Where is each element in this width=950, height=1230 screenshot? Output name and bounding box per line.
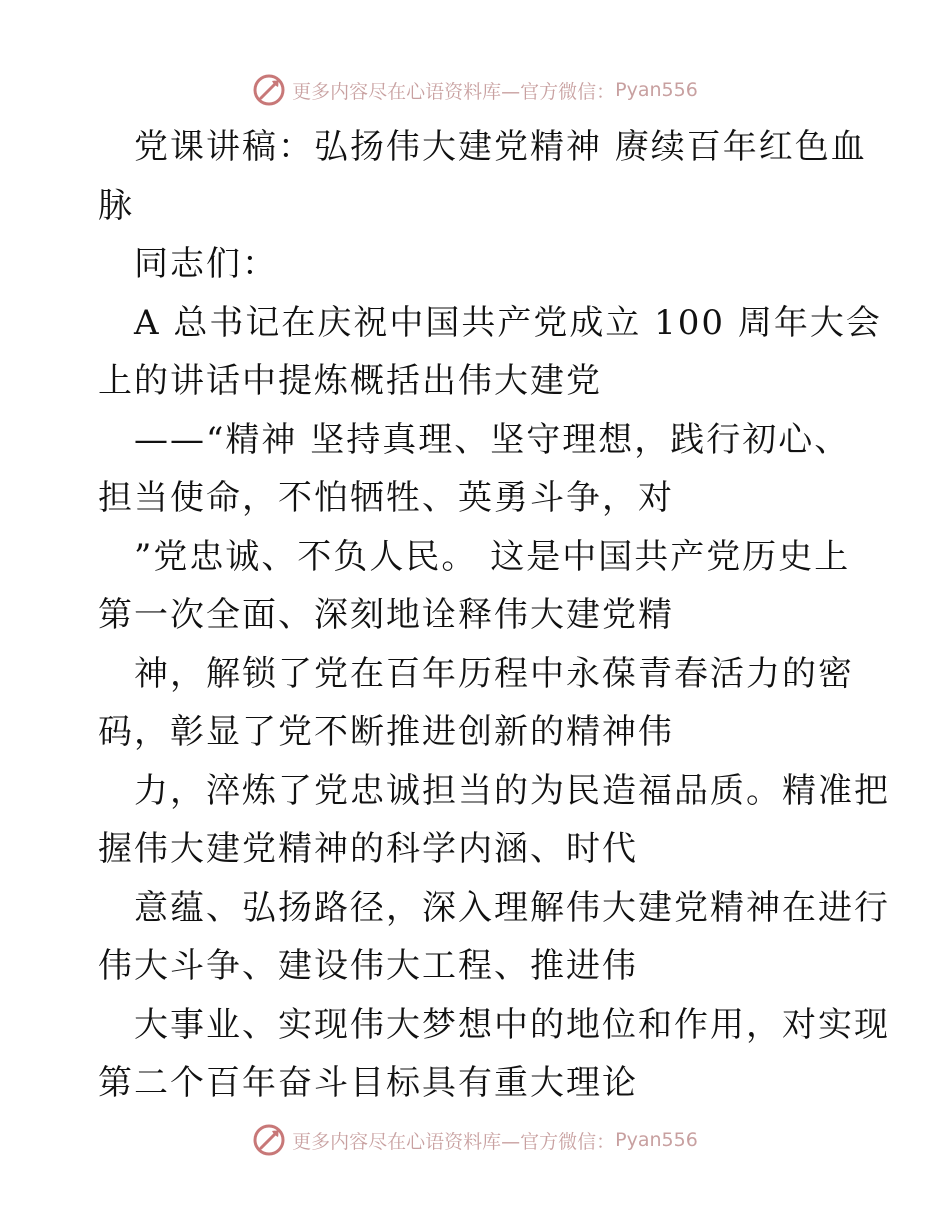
watermark-wechat-id: Pyan556 — [615, 79, 698, 101]
quill-logo-icon — [252, 73, 286, 107]
watermark-footer — [0, 1120, 950, 1160]
text-line: 神，解锁了党在百年历程中永葆青春活力的密 — [134, 653, 854, 694]
text-line: 上的讲话中提炼概括出伟大建党 — [98, 361, 602, 401]
watermark-text: 更多内容尽在心语资料库—官方微信： — [292, 80, 616, 103]
watermark-wechat-id: Pyan556 — [615, 1129, 698, 1151]
text-line: 力，淬炼了党忠诚担当的为民造福品质。精准把 — [134, 770, 890, 811]
text-line: 脉 — [98, 185, 134, 226]
text-line: 大事业、实现伟大梦想中的地位和作用，对实现 — [134, 1004, 890, 1045]
text-line: ——“精神 坚持真理、坚守理想，践行初心、 — [134, 419, 851, 460]
watermark-text: 更多内容尽在心语资料库—官方微信： — [292, 1130, 616, 1153]
text-line: 意蕴、弘扬路径，深入理解伟大建党精神在进行 — [134, 887, 890, 928]
text-line: 第二个百年奋斗目标具有重大理论 — [98, 1063, 638, 1103]
text-line: 党课讲稿：弘扬伟大建党精神 赓续百年红色血 — [134, 127, 867, 167]
text-line: 第一次全面、深刻地诠释伟大建党精 — [98, 595, 674, 635]
text-line: 码，彰显了党不断推进创新的精神伟 — [98, 712, 674, 752]
document-body — [98, 118, 890, 1113]
text-line: 同志们： — [134, 244, 278, 284]
text-line: 握伟大建党精神的科学内涵、时代 — [98, 829, 638, 869]
watermark-header — [0, 70, 950, 110]
text-line: ”党忠诚、不负人民。 这是中国共产党历史上 — [134, 536, 851, 577]
text-line: A 总书记在庆祝中国共产党成立 100 周年大会 — [134, 302, 882, 343]
text-line: 担当使命，不怕牺牲、英勇斗争，对 — [98, 478, 674, 518]
quill-logo-icon — [252, 1123, 286, 1157]
text-line: 伟大斗争、建设伟大工程、推进伟 — [98, 946, 638, 986]
